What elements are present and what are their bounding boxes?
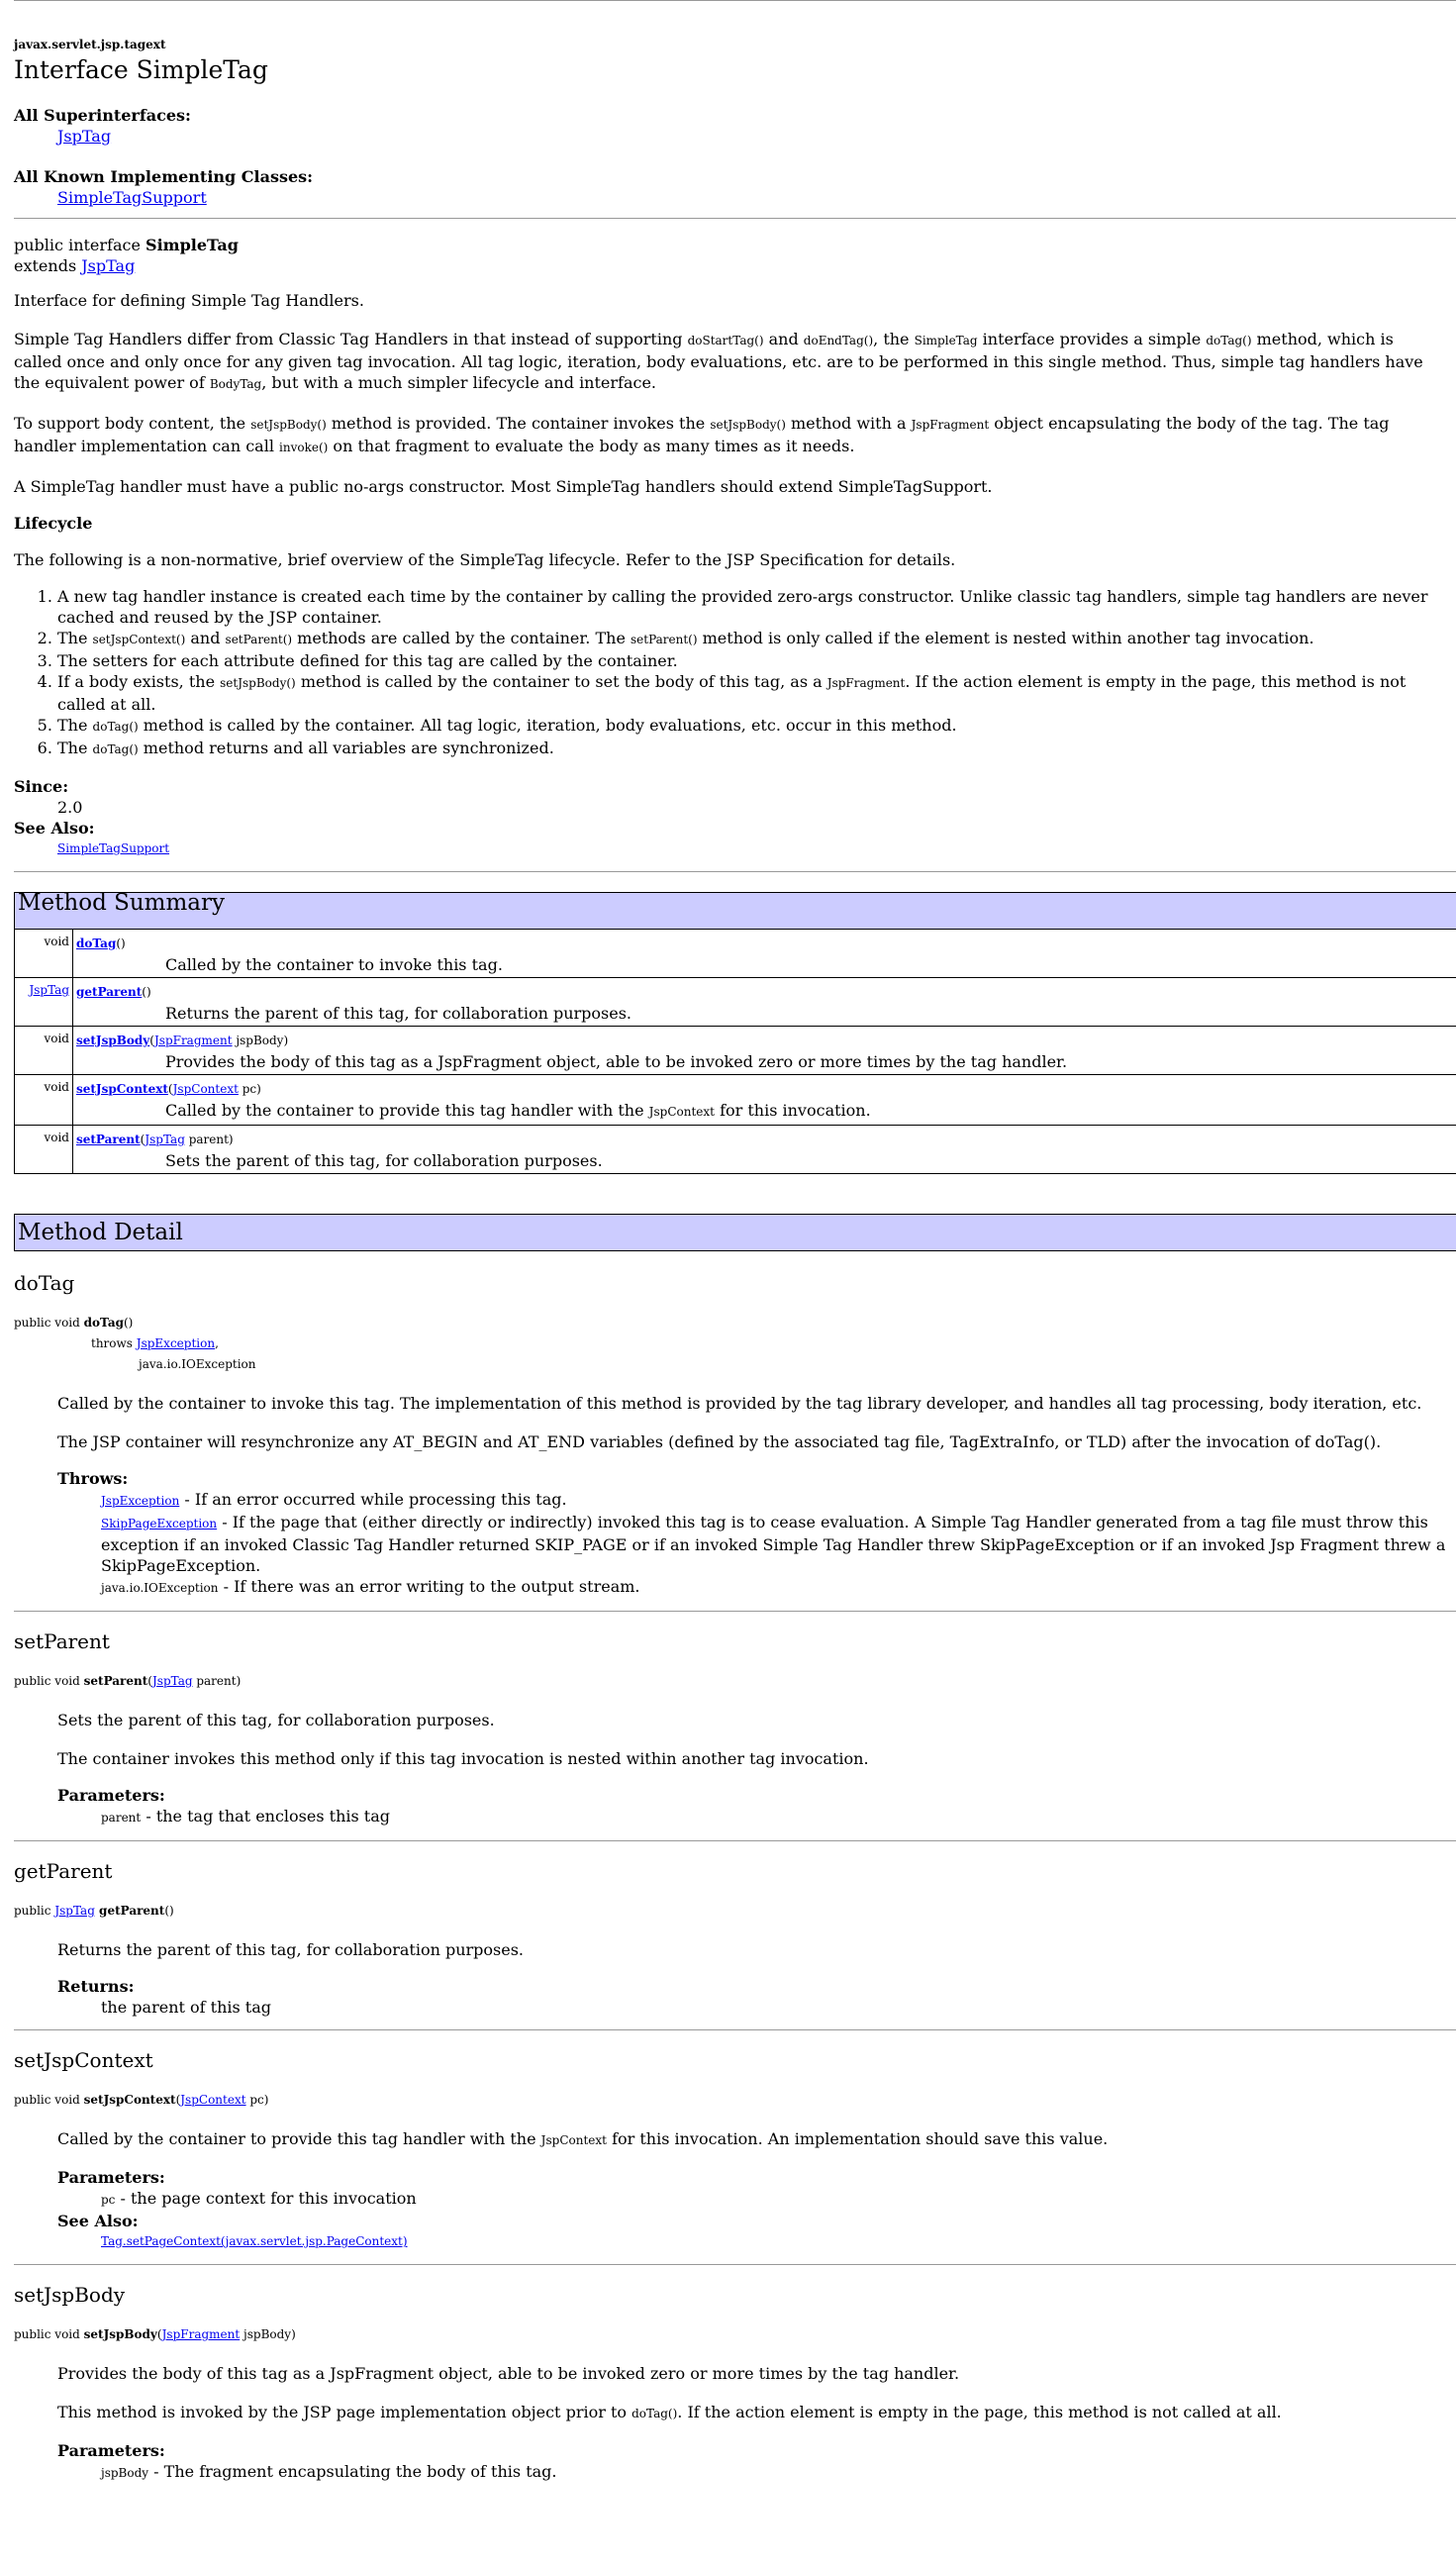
parameter-item: pc - the page context for this invocation — [101, 2189, 417, 2208]
method-link-setjspcontext[interactable]: setJspContext — [76, 1082, 168, 1096]
extends-link[interactable]: JspTag — [81, 256, 136, 275]
lifecycle-list — [14, 586, 1443, 760]
return-type: void — [15, 1126, 73, 1174]
method-heading-getparent: getParent — [14, 1859, 113, 1883]
lifecycle-step: 4. If a body exists, the setJspBody() method is called by the container to set the body of this tag, as a JspFragment. If the action element is empty in the page, this method is not called at all. — [57, 671, 1443, 715]
table-row: void setParent(JspTag parent) Sets the parent of this tag, for collaboration purposes. — [15, 1126, 1456, 1174]
method-link-setparent[interactable]: setParent — [76, 1133, 141, 1146]
package-name: javax.servlet.jsp.tagext — [14, 38, 166, 51]
return-type: void — [15, 930, 73, 978]
method-detail-heading: Method Detail — [14, 1214, 1456, 1251]
lifecycle-intro: The following is a non-normative, brief overview of the SimpleTag lifecycle. Refer to the JSP Specification for details. — [14, 550, 956, 569]
lifecycle-step: 1. A new tag handler instance is created each time by the container by calling the provided zero-args constructor. Unlike classic tag handlers, simple tag handlers are never cached and reused by the JSP container. — [57, 586, 1443, 628]
method-heading-setjspcontext: setJspContext — [14, 2048, 153, 2072]
table-row: void setJspBody(JspFragment jspBody) Provides the body of this tag as a JspFragment object, able to be invoked zero or more times by the tag handler. — [15, 1027, 1456, 1075]
table-row: void setJspContext(JspContext pc) Called by the container to provide this tag handler with the JspContext for this invocation. — [15, 1075, 1456, 1126]
method-heading-setjspbody: setJspBody — [14, 2283, 126, 2307]
javadoc-page — [14, 0, 1456, 2484]
return-type: void — [15, 1027, 73, 1075]
method-description: Returns the parent of this tag, for collaboration purposes. — [57, 1940, 525, 1959]
parameters-label: Parameters: — [57, 1786, 165, 1805]
return-type: void — [15, 1075, 73, 1126]
method-description: Called by the container to invoke this tag. The implementation of this method is provided by the tag library developer, and handles all tag processing, body iteration, etc. — [57, 1394, 1422, 1413]
returns-label: Returns: — [57, 1977, 135, 1996]
implementing-class-link[interactable]: SimpleTagSupport — [57, 188, 207, 207]
return-type-link[interactable]: JspTag — [54, 1904, 95, 1918]
see-also-label: See Also: — [57, 2212, 139, 2230]
throws-item: java.io.IOException - If there was an error writing to the output stream. — [101, 1577, 640, 1596]
param-type-link[interactable]: JspTag — [145, 1133, 185, 1146]
throws-item: JspException - If an error occurred while processing this tag. — [101, 1490, 567, 1509]
see-also-link[interactable]: Tag.setPageContext(javax.servlet.jsp.PageContext) — [101, 2234, 408, 2248]
param-type-link[interactable]: JspTag — [151, 1674, 193, 1688]
method-heading-setparent: setParent — [14, 1629, 110, 1653]
method-link-getparent[interactable]: getParent — [76, 985, 143, 999]
lifecycle-step: 3. The setters for each attribute defined for this tag are called by the container. — [57, 650, 1443, 671]
table-row: JspTag getParent() Returns the parent of this tag, for collaboration purposes. — [15, 978, 1456, 1027]
method-description: The JSP container will resynchronize any AT_BEGIN and AT_END variables (defined by the associated tag file, TagExtraInfo, or TLD) after the invocation of doTag(). — [57, 1432, 1382, 1451]
method-summary-heading: Method Summary — [15, 893, 1456, 930]
parameter-item: jspBody - The fragment encapsulating the body of this tag. — [101, 2462, 557, 2481]
throws-item: SkipPageException - If the page that (either directly or indirectly) invoked this tag is to cease evaluation. A Simple Tag Handler generated from a tag file must throw this exception if an invoked Classic Tag Handler returned SKIP_PAGE or if an invoked Simple Tag Handler threw SkipPageException or if an invoked Jsp Fragment threw a SkipPageException. — [101, 1513, 1446, 1575]
parameter-item: parent - the tag that encloses this tag — [101, 1807, 391, 1825]
method-signature: public void setParent(JspTag parent) — [14, 1674, 242, 1688]
exception-link[interactable]: SkipPageException — [101, 1517, 218, 1530]
exception-link[interactable]: JspException — [101, 1494, 180, 1508]
method-description: Called by the container to provide this tag handler with the JspContext for this invocation. An implementation should save this value. — [57, 2129, 1109, 2148]
since-value: 2.0 — [57, 798, 83, 817]
method-signature: public JspTag getParent() — [14, 1904, 174, 1918]
method-description: Returns the parent of this tag, for collaboration purposes. — [165, 1004, 632, 1023]
param-type-link[interactable]: JspContext — [180, 2093, 246, 2107]
method-description: Provides the body of this tag as a JspFragment object, able to be invoked zero or more times by the tag handler. — [165, 1052, 1068, 1071]
method-description: This method is invoked by the JSP page implementation object prior to doTag(). If the action element is empty in the page, this method is not called at all. — [57, 2403, 1282, 2421]
method-description: Called by the container to provide this tag handler with the JspContext for this invocation. — [165, 1101, 871, 1120]
method-link-setjspbody[interactable]: setJspBody — [76, 1034, 150, 1047]
return-type-link[interactable]: JspTag — [29, 983, 69, 997]
method-description: The container invokes this method only if this tag invocation is nested within another tag invocation. — [57, 1749, 869, 1768]
returns-value: the parent of this tag — [101, 1998, 272, 2017]
param-type-link[interactable]: JspFragment — [153, 1034, 233, 1047]
table-row: void doTag() Called by the container to invoke this tag. — [15, 930, 1456, 978]
param-type-link[interactable]: JspContext — [172, 1082, 239, 1096]
description-paragraph: Interface for defining Simple Tag Handlers. — [14, 291, 364, 310]
lifecycle-heading: Lifecycle — [14, 514, 93, 533]
lifecycle-step: 6. The doTag() method returns and all variables are synchronized. — [57, 738, 1443, 760]
see-also-link[interactable]: SimpleTagSupport — [57, 841, 170, 855]
page-title: Interface SimpleTag — [14, 55, 268, 84]
superinterfaces-label: All Superinterfaces: — [14, 106, 191, 125]
method-description: Provides the body of this tag as a JspFragment object, able to be invoked zero or more times by the tag handler. — [57, 2364, 960, 2383]
superinterface-link[interactable]: JspTag — [57, 127, 112, 146]
since-label: Since: — [14, 777, 69, 796]
method-description: Sets the parent of this tag, for collaboration purposes. — [57, 1711, 495, 1729]
param-type-link[interactable]: JspFragment — [161, 2327, 241, 2341]
description-paragraph: To support body content, the setJspBody() method is provided. The container invokes the setJspBody() method with a JspFragment object encapsulating the body of the tag. The tag handler implementation can call invoke() on that fragment to evaluate the body as many times as it needs. — [14, 414, 1390, 455]
method-link-dotag[interactable]: doTag — [76, 937, 117, 950]
throws-label: Throws: — [57, 1469, 129, 1488]
lifecycle-step: 2. The setJspContext() and setParent() methods are called by the container. The setParent() method is only called if the element is nested within another tag invocation. — [57, 628, 1443, 650]
method-description: Called by the container to invoke this tag. — [165, 955, 503, 974]
method-heading-dotag: doTag — [14, 1271, 75, 1295]
interface-declaration: public interface SimpleTag extends JspTag — [14, 236, 239, 275]
implementing-classes-label: All Known Implementing Classes: — [14, 167, 314, 186]
method-signature: public void setJspContext(JspContext pc) — [14, 2093, 269, 2107]
method-description: Sets the parent of this tag, for collaboration purposes. — [165, 1151, 603, 1170]
see-also-label: See Also: — [14, 819, 95, 838]
throws-link[interactable]: JspException — [136, 1336, 216, 1350]
method-signature: public void doTag() throws JspException, java.io.IOException — [14, 1316, 256, 1371]
parameters-label: Parameters: — [57, 2441, 165, 2460]
description-paragraph: A SimpleTag handler must have a public no-args constructor. Most SimpleTag handlers should extend SimpleTagSupport. — [14, 477, 993, 496]
lifecycle-step: 5. The doTag() method is called by the container. All tag logic, iteration, body evaluations, etc. occur in this method. — [57, 715, 1443, 738]
parameters-label: Parameters: — [57, 2168, 165, 2187]
method-signature: public void setJspBody(JspFragment jspBody) — [14, 2327, 296, 2341]
method-summary-table — [14, 892, 1456, 1174]
description-paragraph: Simple Tag Handlers differ from Classic Tag Handlers in that instead of supporting doStartTag() and doEndTag(), the SimpleTag interface provides a simple doTag() method, which is called once and only once for any given tag invocation. All tag logic, iteration, body evaluations, etc. are to be performed in this single method. Thus, simple tag handlers have the equivalent power of BodyTag, but with a much simpler lifecycle and interface. — [14, 330, 1423, 392]
